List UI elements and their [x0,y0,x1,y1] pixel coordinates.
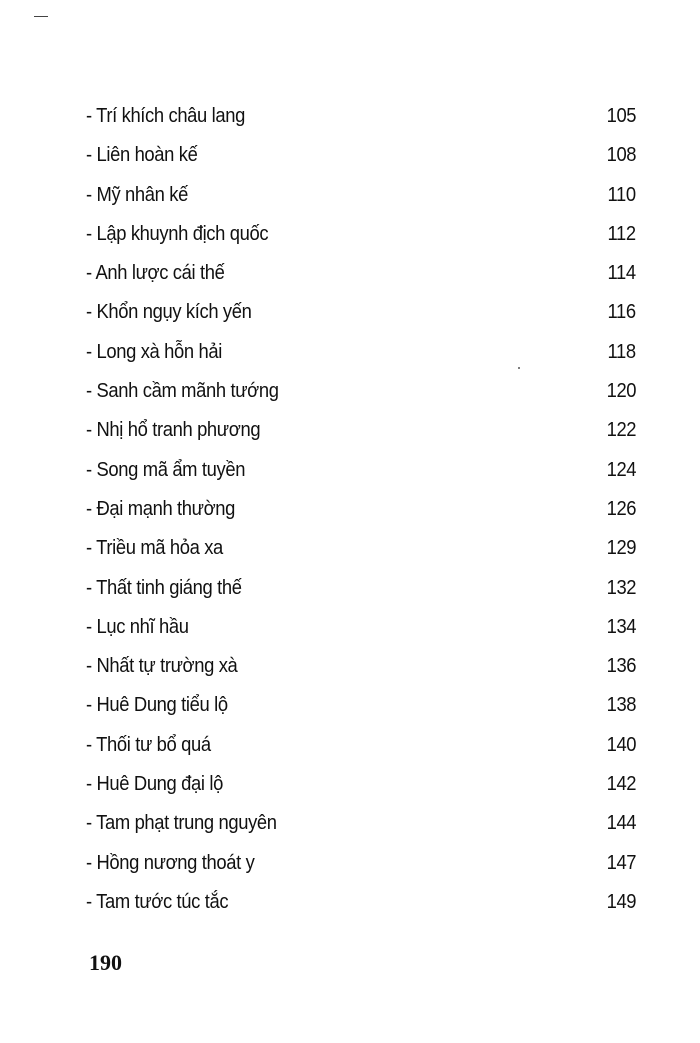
toc-entry [86,848,636,887]
toc-entry [86,219,636,258]
toc-entry [86,690,636,729]
toc-entry [86,337,636,376]
toc-entry-page: 149 [606,890,636,913]
toc-entry-page: 136 [606,655,636,678]
toc-entry-page: 118 [607,340,636,363]
toc-entry [86,258,636,297]
toc-entry-title: - Sanh cầm mãnh tướng [86,380,279,403]
toc-entry-page: 142 [606,773,636,796]
toc-entry-title: - Nhất tự trường xà [86,655,238,678]
toc-entry [86,887,636,926]
toc-entry-page: 114 [607,262,636,285]
toc-entry [86,730,636,769]
toc-entry-page: 110 [607,183,636,206]
toc-entry [86,769,636,808]
toc-entry-title: - Lập khuynh địch quốc [86,222,269,245]
toc-entry-page: 140 [606,733,636,756]
toc-entry-page: 112 [607,222,636,245]
toc-entry-title: - Nhị hổ tranh phương [86,419,261,442]
toc-entry [86,297,636,336]
toc-entry-title: - Huê Dung đại lộ [86,773,223,796]
toc-entry [86,494,636,533]
toc-entry-title: - Liên hoàn kế [86,144,198,167]
page-number: 190 [89,950,122,975]
toc-entry-page: 116 [607,301,636,324]
toc-entry [86,612,636,651]
toc-entry-title: - Lục nhĩ hầu [86,615,189,638]
toc-entry [86,415,636,454]
table-of-contents [86,101,636,926]
toc-entry-title: - Song mã ẩm tuyền [86,458,246,481]
toc-entry-page: 134 [606,615,636,638]
toc-entry-page: 126 [606,497,636,520]
toc-entry-page: 122 [606,419,636,442]
toc-entry-page: 124 [606,458,636,481]
toc-entry-title: - Thối tư bổ quá [86,733,211,756]
scan-mark [34,16,48,17]
toc-entry-title: - Tam tước túc tắc [86,890,229,913]
toc-entry-page: 105 [606,105,636,127]
toc-entry-title: - Huê Dung tiểu lộ [86,694,228,717]
toc-entry-page: 147 [606,851,636,874]
toc-entry-title: - Mỹ nhân kế [86,183,188,206]
toc-entry [86,533,636,572]
toc-entry [86,376,636,415]
toc-entry-title: - Thất tinh giáng thế [86,576,242,599]
toc-entry-title: - Đại mạnh thường [86,497,236,520]
toc-entry [86,140,636,179]
toc-entry-page: 120 [606,380,636,403]
toc-entry-title: - Tam phạt trung nguyên [86,812,277,835]
toc-entry-page: 108 [606,144,636,167]
toc-entry [86,808,636,847]
toc-entry [86,101,636,140]
toc-entry-title: - Anh lược cái thế [86,262,225,285]
toc-entry [86,651,636,690]
toc-entry [86,573,636,612]
toc-entry-title: - Khổn ngụy kích yến [86,301,252,324]
toc-entry-page: 132 [606,576,636,599]
toc-entry-page: 129 [606,537,636,560]
toc-entry-page: 138 [606,694,636,717]
toc-entry [86,455,636,494]
toc-entry-title: - Hồng nương thoát y [86,851,255,874]
toc-entry-title: - Triều mã hỏa xa [86,537,223,560]
toc-entry [86,180,636,219]
toc-entry-title: - Trí khích châu lang [86,105,245,127]
toc-entry-title: - Long xà hỗn hải [86,340,222,363]
scan-speck [518,367,520,369]
toc-entry-page: 144 [606,812,636,835]
